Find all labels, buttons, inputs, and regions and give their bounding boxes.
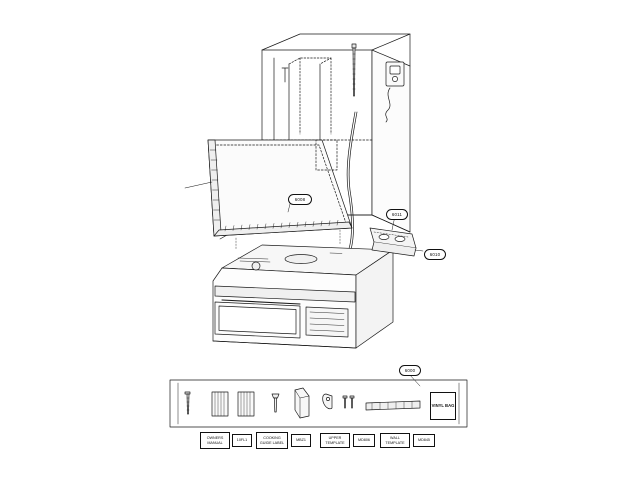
callout-6010: 6010 [424,249,446,260]
part-label-owners-manual: OWNERS MANUAL [200,432,230,449]
part-label-cooking-guide-label: COOKING GUIDE LABEL [256,432,288,449]
part-label-md806: MD806 [353,434,375,447]
callout-6011: 6011 [386,209,408,220]
vinyl-bag-part: VINYL BAG [430,392,456,420]
part-label-wall-template: WALL TEMPLATE [380,433,410,448]
part-label-upper-template: UPPER TEMPLATE [320,433,350,448]
callout-6008: 6008 [288,194,312,205]
callout-6000: 6000 [399,365,421,376]
part-label-10fl1: 10FL1 [232,434,252,447]
part-label-mbz1: MBZ1 [291,434,311,447]
part-label-md845: MD845 [413,434,435,447]
